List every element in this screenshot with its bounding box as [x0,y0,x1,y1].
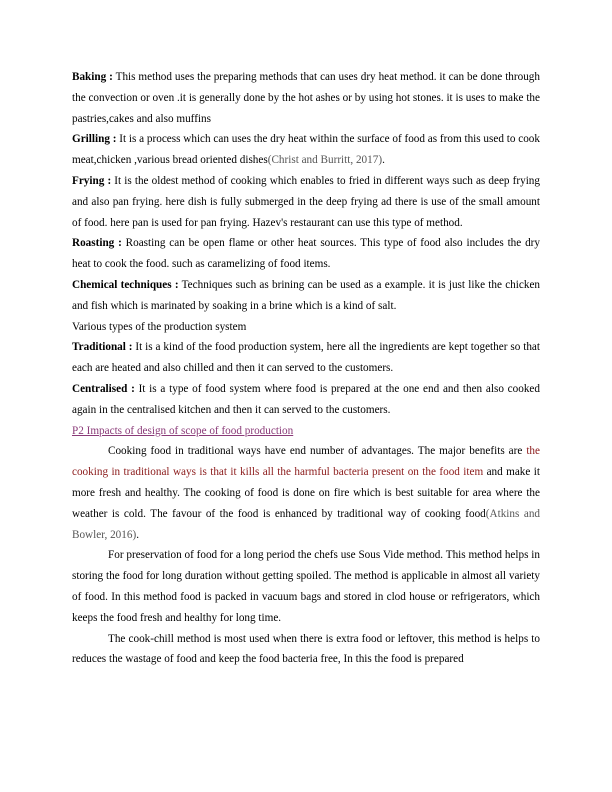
paragraph-frying [72,171,540,233]
text-centralised: It is a type of food system where food is prepared at the one end and then also cooked again in the centralised kitchen and then it can served to the customers. [72,382,540,416]
subheading-production-systems: Various types of the production system [72,320,247,333]
term-frying: Frying : [72,174,112,187]
paragraph-traditional [72,337,540,379]
paragraph-grilling [72,129,540,171]
term-centralised: Centralised : [72,382,135,395]
paragraph-roasting [72,233,540,275]
paragraph-baking [72,67,540,129]
text-baking: This method uses the preparing methods that can uses dry heat method. it can be done through the convection or oven .it is generally done by the hot ashes or by using hot stones. it is uses to make the pastries,cakes and also muffins [72,71,540,125]
text-grilling-end: . [382,154,385,167]
paragraph-cook-chill: The cook-chill method is most used when there is extra food or leftover, this method is helps to reduces the wastage of food and keep the food bacteria free, In this the food is prepared [72,632,540,666]
citation-christ-burritt: (Christ and Burritt, 2017) [267,154,383,167]
term-traditional: Traditional : [72,341,133,354]
text-frying: It is the oldest method of cooking which enables to fried in different ways such as deep frying and also pan frying. here dish is fully submerged in the deep frying ad there is use of the small amount of food. here pan is used for pan frying. Hazev's restaurant can use this type of method. [72,174,540,229]
section-heading-p2[interactable]: P2 Impacts of design of scope of food production [72,424,294,437]
text-grilling: It is a process which can uses the dry heat within the surface of food as from this used to cook meat,chicken ,various bread oriented dishes [72,133,540,167]
text-p1-a: Cooking food in traditional ways have end number of advantages. The major benefits are [108,445,527,458]
term-baking: Baking : [72,71,113,83]
paragraph-traditional-cooking [72,441,540,545]
citation-atkins-bowler: (Atkins and Bowler, 2016) [72,507,541,541]
text-chemical: Techniques such as brining can be used as a example. it is just like the chicken and fish which is marinated by soaking in a brine which is a kind of salt. [72,278,540,312]
term-roasting: Roasting : [72,237,122,250]
paragraph-sous-vide: For preservation of food for a long period the chefs use Sous Vide method. This method helps in storing the food for long duration without getting spoiled. The method is applicable in almost all variety of food. In this method food is packed in vacuum bags and stored in clod house or refrigerators, which keeps the food fresh and healthy for long time. [72,549,540,624]
text-traditional: It is a kind of the food production system, here all the ingredients are kept together so that each are heated and also chilled and then it can served to the customers. [72,341,540,375]
paragraph-chemical [72,275,540,317]
text-roasting: Roasting can be open flame or other heat sources. This type of food also includes the dry heat to cook the food. such as caramelizing of food items. [72,237,540,271]
term-chemical: Chemical techniques : [72,278,179,291]
text-p1-b: and make it more fresh and healthy. The cooking of food is done on fire which is best suitable for area where the weather is cold. The favour of the food is enhanced by traditional way of cooking food [72,466,540,520]
text-p1-end: . [136,528,139,541]
text-p1-highlight: the cooking in traditional ways is that it kills all the harmful bacteria present on the food item [72,445,540,479]
document-body [72,67,540,670]
term-grilling: Grilling : [72,133,117,146]
paragraph-centralised [72,379,540,421]
